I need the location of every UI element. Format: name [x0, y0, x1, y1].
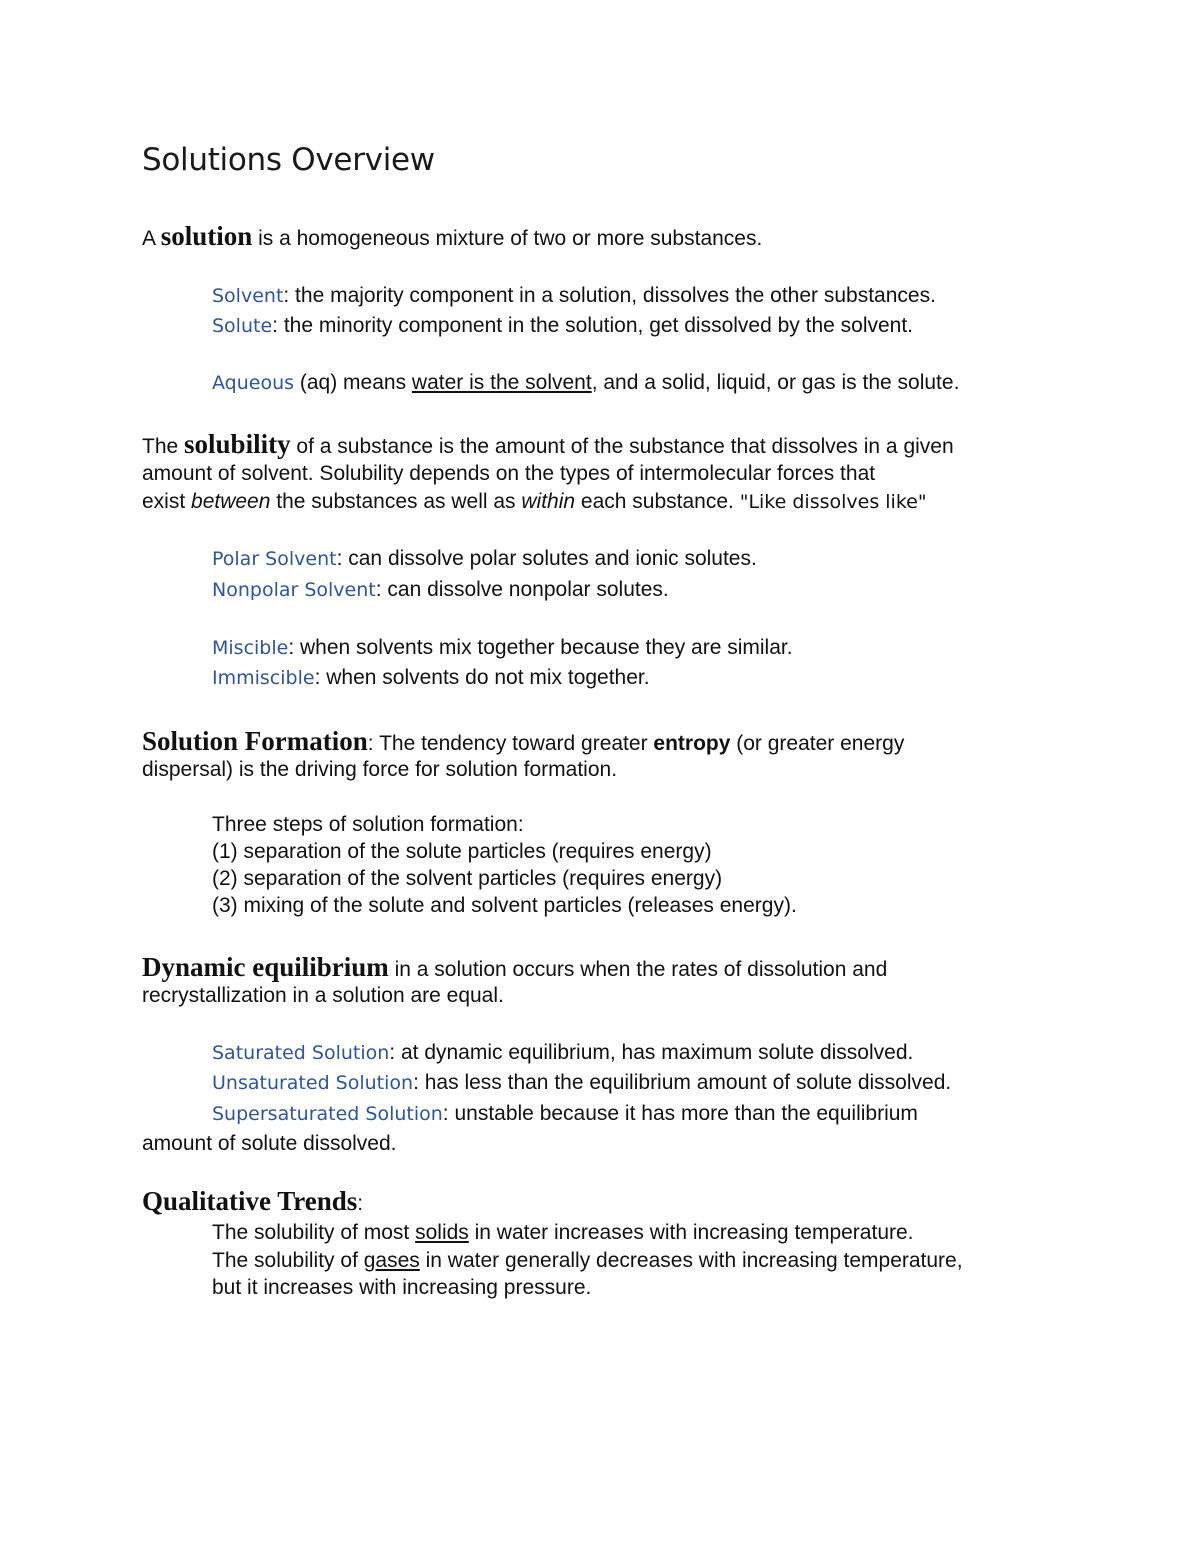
text: , and a solid, liquid, or gas is the solute. [591, 371, 960, 394]
term-solution: solution [160, 221, 253, 251]
text: A [142, 227, 161, 250]
term-unsaturated-solution: Unsaturated Solution [212, 1072, 414, 1094]
text: : unstable because it has more than the equilibrium [442, 1102, 918, 1125]
text: exist [142, 490, 192, 513]
solution-definition [142, 222, 762, 253]
text: of a substance is the amount of the substance that dissolves in a given [290, 435, 954, 458]
aqueous-definition [212, 369, 959, 397]
italic-text: within [521, 490, 576, 513]
text: : can dissolve polar solutes and ionic solutes. [336, 547, 757, 570]
trend-pressure: but it increases with increasing pressure. [212, 1276, 592, 1299]
term-aqueous: Aqueous [212, 372, 295, 394]
text: each substance. [575, 490, 740, 513]
text: : can dissolve nonpolar solutes. [375, 578, 669, 601]
term-solute: Solute [212, 315, 273, 337]
trend-gases [212, 1247, 963, 1275]
solution-formation-line-1 [142, 727, 904, 758]
text: The tendency toward greater [373, 732, 654, 755]
underlined-text: water is the solvent [411, 371, 592, 394]
term-saturated-solution: Saturated Solution [212, 1042, 390, 1064]
italic-text: between [191, 490, 271, 513]
solubility-paragraph-line-2: amount of solvent. Solubility depends on the types of intermolecular forces that [142, 462, 876, 485]
underlined-solids: solids [415, 1221, 469, 1244]
term-dynamic-equilibrium: Dynamic equilibrium [142, 952, 389, 982]
solute-definition [212, 312, 913, 340]
polar-solvent-definition [212, 545, 757, 573]
text: The solubility of most [212, 1221, 416, 1244]
text: : when solvents do not mix together. [314, 666, 650, 689]
underlined-gases: gases [363, 1249, 420, 1272]
text: : has less than the equilibrium amount of solute dissolved. [413, 1071, 952, 1094]
term-miscible: Miscible [212, 637, 289, 659]
term-solvent: Solvent [212, 285, 284, 307]
dynamic-equilibrium-line-1 [142, 953, 887, 984]
solution-formation-line-2: dispersal) is the driving force for solution formation. [142, 758, 618, 781]
miscible-definition [212, 634, 793, 662]
text: The [142, 435, 185, 458]
steps-header: Three steps of solution formation: [212, 813, 524, 836]
unsaturated-definition [212, 1069, 951, 1097]
dynamic-equilibrium-line-2: recrystallization in a solution are equal. [142, 984, 504, 1007]
nonpolar-solvent-definition [212, 576, 669, 604]
term-nonpolar-solvent: Nonpolar Solvent [212, 579, 376, 601]
solubility-paragraph-line-1 [142, 430, 954, 461]
qualitative-trends-heading [142, 1187, 363, 1218]
page-title: Solutions Overview [142, 142, 435, 178]
text: : the minority component in the solution, get dissolved by the solvent. [272, 314, 914, 337]
supersaturated-definition-line-2: amount of solute dissolved. [142, 1132, 397, 1155]
text: the substances as well as [270, 490, 522, 513]
term-solution-formation: Solution Formation [142, 726, 368, 756]
immiscible-definition [212, 664, 650, 692]
text: (or greater energy [730, 732, 905, 755]
solvent-definition [212, 282, 936, 310]
term-qualitative-trends: Qualitative Trends [142, 1186, 358, 1216]
saturated-definition [212, 1039, 913, 1067]
term-supersaturated-solution: Supersaturated Solution [212, 1103, 443, 1125]
text: The solubility of [212, 1249, 364, 1272]
text: in water increases with increasing temperature. [468, 1221, 914, 1244]
bold-entropy: entropy [653, 732, 731, 755]
quote-like-dissolves-like: "Like dissolves like" [739, 491, 927, 513]
term-polar-solvent: Polar Solvent [212, 548, 337, 570]
text: in a solution occurs when the rates of dissolution and [388, 958, 888, 981]
text: : the majority component in a solution, dissolves the other substances. [283, 284, 936, 307]
supersaturated-definition [212, 1100, 918, 1128]
trend-solids [212, 1219, 914, 1247]
text: : [357, 1192, 364, 1215]
text: in water generally decreases with increasing temperature, [419, 1249, 963, 1272]
text: (aq) means [294, 371, 412, 394]
solubility-paragraph-line-3 [142, 488, 927, 516]
step-item: (1) separation of the solute particles (requires energy) [212, 840, 712, 863]
text: : [367, 732, 374, 755]
term-immiscible: Immiscible [212, 667, 315, 689]
text: : when solvents mix together because they are similar. [288, 636, 793, 659]
text: : at dynamic equilibrium, has maximum solute dissolved. [389, 1041, 914, 1064]
step-item: (3) mixing of the solute and solvent particles (releases energy). [212, 894, 797, 917]
term-solubility: solubility [184, 429, 291, 459]
text: is a homogeneous mixture of two or more substances. [252, 227, 763, 250]
step-item: (2) separation of the solvent particles (requires energy) [212, 867, 723, 890]
